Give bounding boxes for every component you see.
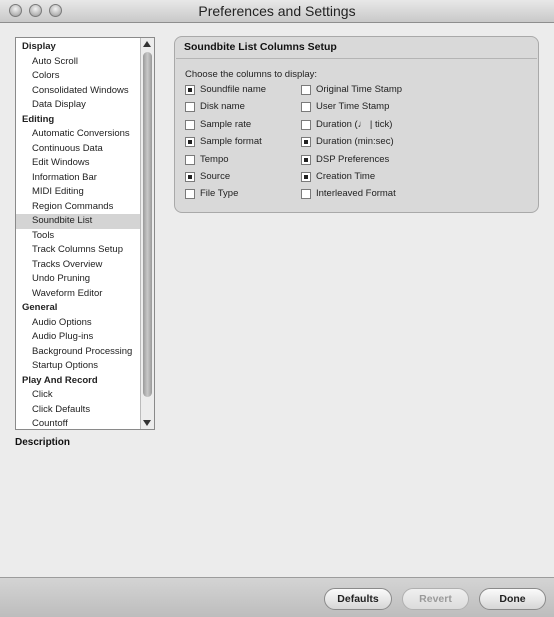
panel-prompt: Choose the columns to display:: [185, 69, 318, 80]
defaults-button[interactable]: Defaults: [324, 588, 392, 610]
sidebar-item[interactable]: Click: [32, 389, 53, 400]
scroll-thumb[interactable]: [143, 52, 152, 397]
description-label: Description: [15, 437, 71, 448]
panel-divider: [176, 58, 537, 59]
column-checkbox[interactable]: [185, 137, 195, 147]
column-checkbox[interactable]: [185, 155, 195, 165]
sidebar-section-header: General: [22, 302, 58, 313]
column-checkbox[interactable]: [301, 189, 311, 199]
column-checkbox[interactable]: [185, 189, 195, 199]
sidebar-item[interactable]: Background Processing: [32, 345, 133, 357]
column-checkbox[interactable]: [301, 102, 311, 112]
sidebar-item[interactable]: Startup Options: [32, 360, 99, 371]
column-checkbox[interactable]: [301, 137, 311, 147]
soundbite-columns-panel: [174, 36, 539, 213]
preferences-category-list[interactable]: [15, 37, 155, 430]
sidebar-item[interactable]: Click Defaults: [32, 403, 91, 415]
scroll-up-arrow-icon[interactable]: [143, 41, 151, 47]
column-checkbox[interactable]: [185, 102, 195, 112]
column-option-label: Interleaved Format: [316, 188, 396, 200]
sidebar-section-header: Display: [22, 41, 56, 52]
column-option-label: Original Time Stamp: [316, 84, 403, 95]
sidebar-item[interactable]: Undo Pruning: [32, 273, 91, 284]
sidebar-section-header: Editing: [22, 113, 55, 125]
column-option-label: Disk name: [200, 101, 245, 113]
sidebar-item[interactable]: Consolidated Windows: [32, 84, 129, 96]
scroll-down-arrow-icon[interactable]: [143, 420, 151, 426]
done-button[interactable]: Done: [479, 588, 546, 610]
sidebar-item[interactable]: Tracks Overview: [32, 258, 103, 270]
column-option-label: Duration (min:sec): [316, 136, 394, 148]
list-scrollbar[interactable]: [140, 38, 154, 429]
sidebar-item[interactable]: Edit Windows: [32, 157, 90, 168]
window-title: Preferences and Settings: [198, 3, 356, 19]
sidebar-item[interactable]: MIDI Editing: [32, 186, 84, 197]
column-checkbox[interactable]: [185, 85, 195, 95]
sidebar-item[interactable]: Track Columns Setup: [32, 244, 123, 255]
sidebar-item[interactable]: Data Display: [32, 99, 86, 110]
column-option-label: User Time Stamp: [316, 101, 390, 113]
column-checkbox[interactable]: [301, 85, 311, 95]
column-checkbox[interactable]: [301, 155, 311, 165]
revert-button[interactable]: Revert: [402, 588, 469, 610]
sidebar-item[interactable]: Continuous Data: [32, 142, 103, 154]
column-option-label: Creation Time: [316, 171, 376, 182]
sidebar-item[interactable]: Waveform Editor: [32, 287, 103, 299]
column-checkbox[interactable]: [301, 120, 311, 130]
sidebar-item[interactable]: Auto Scroll: [32, 55, 78, 67]
column-option-label: File Type: [200, 188, 239, 200]
bottom-bar: [0, 577, 554, 617]
panel-title: Soundbite List Columns Setup: [184, 41, 337, 53]
column-option-label: Duration (♩ | tick): [316, 118, 393, 130]
column-checkbox[interactable]: [185, 120, 195, 130]
sidebar-item[interactable]: Soundbite List: [16, 214, 140, 229]
title-bar: [0, 0, 554, 23]
column-option-label: Tempo: [200, 153, 229, 165]
sidebar-item[interactable]: Colors: [32, 70, 60, 81]
sidebar-item[interactable]: Audio Plug-ins: [32, 331, 94, 342]
column-option-label: Sample rate: [200, 118, 252, 130]
sidebar-item[interactable]: Tools: [32, 229, 55, 241]
column-option-label: Sample format: [200, 136, 262, 148]
sidebar-item[interactable]: Region Commands: [32, 200, 114, 212]
sidebar-item[interactable]: Automatic Conversions: [32, 128, 130, 139]
column-checkbox[interactable]: [301, 172, 311, 182]
column-option-label: Soundfile name: [200, 84, 267, 95]
column-option-label: DSP Preferences: [316, 153, 390, 165]
sidebar-item[interactable]: Audio Options: [32, 316, 92, 328]
sidebar-section-header: Play And Record: [22, 374, 98, 386]
sidebar-item[interactable]: Information Bar: [32, 171, 97, 183]
column-checkbox[interactable]: [185, 172, 195, 182]
sidebar-item[interactable]: Countoff: [32, 418, 68, 429]
category-list-items: [16, 40, 140, 430]
column-option-label: Source: [200, 171, 231, 182]
